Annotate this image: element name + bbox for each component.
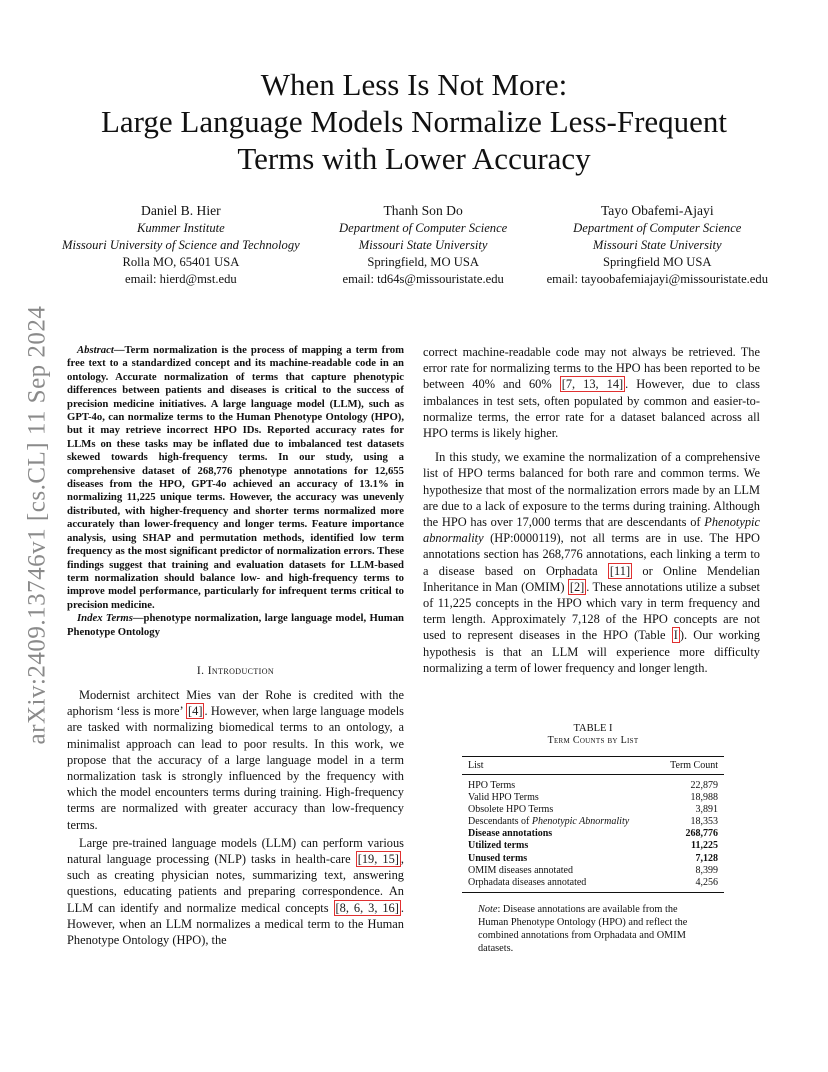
list-cell: Orphadata diseases annotated bbox=[462, 877, 657, 893]
text-run: . However, due to class imbalances in test sets, often populated by common and easier-to-normalize terms, the error rate for a dataset balanced across all HPO terms is likely higher. bbox=[423, 377, 760, 441]
author-affiliation: Missouri University of Science and Technology bbox=[62, 238, 300, 252]
table-header-row bbox=[462, 757, 724, 775]
index-terms-text: —phenotype normalization, large language model, Human Phenotype Ontology bbox=[67, 612, 404, 638]
list-emphasis: Phenotypic Abnormality bbox=[531, 816, 630, 828]
author-affiliation: Missouri State University bbox=[358, 238, 488, 252]
index-terms-label: Index Terms bbox=[77, 612, 133, 625]
table-note-text: : Disease annotations are available from the Human Phenotype Ontology (HPO) and reflect the combined annotations from Orphadata and OMIM datasets. bbox=[478, 903, 688, 955]
author-email: email: tayoobafemiajayi@missouristate.edu bbox=[546, 272, 768, 286]
count-cell: 4,256 bbox=[657, 877, 724, 893]
list-cell: Disease annotations bbox=[468, 828, 553, 840]
table-reference-link[interactable]: I bbox=[673, 628, 678, 643]
title-line: Large Language Models Normalize Less-Frequent bbox=[100, 104, 728, 139]
author-2 bbox=[339, 202, 507, 288]
citation-link[interactable]: [8, 6, 3, 16] bbox=[335, 900, 399, 915]
author-address: Springfield, MO USA bbox=[367, 255, 479, 269]
author-name: Thanh Son Do bbox=[383, 203, 463, 218]
table-row bbox=[462, 877, 724, 893]
text-run: or Online Mendelian Inheritance in Man (OMIM) bbox=[423, 563, 760, 594]
text-run: , such as creating physician notes, summarizing text, answering questions, educating patients and preparing correspondence. An LLM can identify and normalize medical concepts bbox=[67, 851, 404, 915]
abstract bbox=[67, 344, 404, 639]
list-cell bbox=[462, 816, 657, 828]
table-row bbox=[462, 828, 724, 840]
column-header-count: Term Count bbox=[657, 757, 724, 775]
column-header-list: List bbox=[462, 757, 657, 775]
count-cell: 18,988 bbox=[690, 792, 718, 804]
author-affiliation: Department of Computer Science bbox=[573, 221, 742, 235]
table-row bbox=[462, 792, 724, 804]
citation-link[interactable]: [4] bbox=[188, 704, 203, 719]
list-cell: Obsolete HPO Terms bbox=[468, 804, 554, 816]
list-cell: HPO Terms bbox=[468, 780, 516, 791]
author-affiliation: Missouri State University bbox=[592, 238, 722, 252]
count-cell: 268,776 bbox=[685, 828, 718, 840]
title-line: Terms with Lower Accuracy bbox=[237, 141, 591, 176]
introduction-body bbox=[67, 687, 404, 948]
count-cell: 11,225 bbox=[691, 840, 718, 852]
author-affiliation: Department of Computer Science bbox=[339, 221, 508, 235]
section-name: Introduction bbox=[207, 664, 275, 677]
author-name: Tayo Obafemi-Ajayi bbox=[600, 203, 714, 218]
table-row bbox=[462, 775, 724, 793]
text-run: correct machine-readable code may not always be retrieved. The error rate for normalizing terms to the HPO has been reported to be between 40% and 60% bbox=[423, 345, 760, 392]
text-run: ). Our working hypothesis is that an LLM will experience more difficulty normalizing a term of lower frequency and longer length. bbox=[423, 628, 760, 675]
table-subtitle: Term Counts by List bbox=[547, 735, 639, 746]
author-address: Springfield MO USA bbox=[603, 255, 712, 269]
table-term-counts bbox=[462, 722, 724, 956]
count-cell: 18,353 bbox=[690, 816, 718, 828]
text-run: . However, when an LLM normalizes a medical term to the Human Phenotype Ontology (HPO), the bbox=[67, 900, 404, 947]
author-block bbox=[62, 202, 768, 288]
table-note bbox=[462, 903, 724, 956]
table-note-label: Note bbox=[478, 903, 498, 915]
table-row bbox=[462, 804, 724, 816]
text-run: In this study, we examine the normalization of a comprehensive list of HPO terms balanced for both rare and common terms. We hypothesize that most of the normalization errors made by an LLM are due to a lack of exposure to the terms during training. Although the HPO has over 17,000 terms that are descendants of bbox=[423, 450, 760, 530]
right-paragraph-2 bbox=[423, 449, 760, 676]
list-cell: OMIM diseases annotated bbox=[468, 864, 573, 876]
right-paragraph-1 bbox=[423, 344, 760, 441]
text-run: Modernist architect Mies van der Rohe is credited with the aphorism ‘less is more’ bbox=[67, 687, 404, 719]
table-row bbox=[462, 853, 724, 865]
index-terms-paragraph bbox=[67, 612, 404, 639]
count-cell: 3,891 bbox=[695, 804, 718, 816]
text-run: (HP:0000119), not all terms are in use. The HPO annotations section has 268,776 annotations, each linking a term to a disease based on Orphadata bbox=[423, 531, 760, 578]
count-cell: 22,879 bbox=[690, 780, 718, 791]
intro-paragraph-1 bbox=[67, 687, 404, 833]
intro-paragraph-2 bbox=[67, 835, 404, 948]
citation-link[interactable]: [11] bbox=[609, 563, 631, 578]
table-row bbox=[462, 840, 724, 852]
right-column bbox=[423, 344, 760, 676]
citation-link[interactable]: [7, 13, 14] bbox=[561, 377, 624, 392]
count-cell: 8,399 bbox=[695, 864, 718, 876]
text-run: Large pre-trained language models (LLM) can perform various natural language processing (NLP) tasks in health-care bbox=[67, 835, 404, 866]
author-1 bbox=[62, 202, 300, 288]
paper-title bbox=[60, 66, 768, 177]
list-cell: Unused terms bbox=[468, 852, 528, 864]
list-cell: Valid HPO Terms bbox=[468, 792, 539, 804]
author-name: Daniel B. Hier bbox=[141, 203, 221, 218]
abstract-text: —Term normalization is the process of mapping a term from free text to a standardized concept and its machine-readable code in an ontology. Accurate normalization of terms that capture phenotypic differences between patients and diseases is critical to the success of precision medicine initiatives. A large language model (LLM), such as GPT-4o, can normalize terms to the Human Phenotype Ontology (HPO), but it may retrieve incorrect HPO IDs. Reported accuracy rates for LLMs on these tasks may be inflated due to imbalanced test datasets skewed towards high-frequency terms. In our study, using a comprehensive dataset of 268,776 phenotype annotations for 12,655 diseases from the HPO, GPT-4o achieved an accuracy of 13.1% in normalizing 11,225 unique terms. However, the accuracy was unevenly distributed, with higher-frequency and shorter terms normalized more accurately than lower-frequency and longer terms. Feature importance analysis, using SHAP and permutation methods, identified low term frequency as the most significant predictor of normalization errors. These findings suggest that training and evaluation datasets for LLM-based term normalization should balance low- and high-frequency terms to improve model performance, particularly for infrequent terms critical to precision medicine. bbox=[67, 344, 404, 611]
title-line: When Less Is Not More: bbox=[260, 67, 568, 102]
list-text: Descendants of bbox=[468, 816, 532, 828]
citation-link[interactable]: [19, 15] bbox=[357, 851, 399, 866]
citation-link[interactable]: [2] bbox=[569, 579, 585, 594]
author-email: email: hierd@mst.edu bbox=[125, 272, 237, 286]
text-run: . These annotations utilize a subset of 11,225 concepts in the HPO which vary in term frequency and term length. Approximately 7,128 of the HPO concepts are not used to represent diseases in the HPO (Table bbox=[423, 579, 761, 643]
author-3 bbox=[547, 202, 768, 288]
arxiv-identifier-stamp bbox=[22, 290, 52, 760]
abstract-label: Abstract bbox=[77, 344, 114, 356]
section-heading-introduction bbox=[67, 665, 404, 677]
author-email: email: td64s@missouristate.edu bbox=[342, 272, 504, 286]
count-cell: 7,128 bbox=[695, 852, 718, 864]
list-cell: Utilized terms bbox=[468, 840, 529, 852]
text-run: . However, when large language models are tasked with normalizing biomedical terms to an ontology, a minimalist approach can lead to poor results. In this work, we propose that the accuracy of a large language model in a term normalization task is strongly influenced by the frequency with which the model encounters terms during training. High-frequency terms are normalized with greater accuracy than low-frequency terms. bbox=[67, 704, 404, 832]
term-counts-table bbox=[462, 756, 724, 893]
table-row bbox=[462, 816, 724, 828]
section-number: I. bbox=[196, 664, 208, 677]
abstract-paragraph bbox=[67, 344, 404, 612]
emphasis-run: Phenotypic abnormality bbox=[423, 515, 760, 546]
left-column bbox=[67, 344, 404, 948]
author-affiliation: Kummer Institute bbox=[136, 221, 225, 235]
arxiv-identifier-text: arXiv:2409.13746v1 [cs.CL] 11 Sep 2024 bbox=[23, 305, 50, 745]
table-caption: TABLE I bbox=[573, 723, 613, 734]
table-row bbox=[462, 865, 724, 877]
author-address: Rolla MO, 65401 USA bbox=[122, 255, 240, 269]
